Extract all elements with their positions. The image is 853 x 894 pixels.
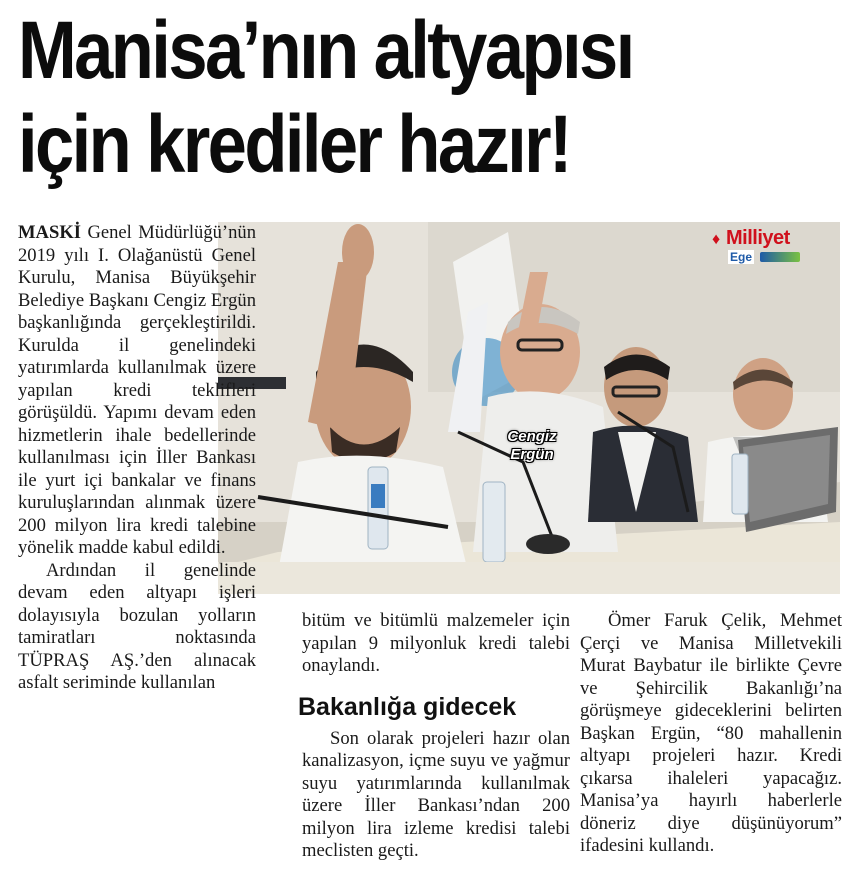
headline	[18, 4, 732, 192]
paragraph-5: Ömer Faruk Çelik, Mehmet Çerçi ve Manisa Milletvekili Murat Baybatur ile birlikte Çevre ve Şehircilik Bakanlığı’na görüşmeye gideceklerini belirten Başkan Ergün, “80 mahallenin altyapı projeleri hazır. Kredi çıkarsa ihaleleri yapacağız. Manisa’ya hayırlı haberlerle döneriz diye düşünüyorum” ifadesini kullandı.	[580, 610, 842, 856]
headline-line-2: için krediler hazır!	[18, 99, 570, 190]
article-column-1	[18, 222, 256, 695]
caption-line-2: Ergün	[510, 446, 554, 463]
lead-bold: MASKİ	[18, 222, 82, 243]
flame-icon: ♦	[712, 231, 721, 248]
subheading: Bakanlığa gidecek	[298, 692, 517, 721]
article-column-2	[298, 610, 570, 863]
paragraph-4: Son olarak projeleri hazır olan kanalizasyon, içme suyu ve yağmur suyu yatırımlarında kullanılmak üzere İller Bankası’ndan 200 milyon lira izleme kredisi talebi meclisten geçti.	[302, 727, 570, 861]
paragraph-1-text: Genel Müdürlüğü’nün 2019 yılı I. Olağanüstü Genel Kurulu, Manisa Büyükşehir Belediye Başkanı Cengiz Ergün başkanlığında gerçekleştirildi. Kurulda il genelindeki yatırımlarda kullanılmak üzere yapılan kredi teklifleri görüşüldü. Yapımı devam eden hizmetlerin ihale bedellerinde kullanılması için İller Bankası ile yurt içi bankalar ve finans kuruluşlarından alınmak üzere 200 milyon lira kredi talebine yönelik madde kabul edildi.	[18, 222, 256, 558]
photo-caption	[487, 428, 577, 464]
article-column-3	[580, 610, 842, 858]
milliyet-ege-logo	[712, 227, 830, 269]
paragraph-3: bitüm ve bitümlü malzemeler için yapılan 9 milyonluk kredi talebi onaylandı.	[302, 610, 570, 676]
paragraph-lead	[18, 222, 256, 560]
headline-line-1: Manisa’nın altyapısı	[18, 5, 633, 96]
news-photo	[218, 222, 840, 594]
logo-edition: Ege	[730, 250, 753, 264]
caption-line-1: Cengiz	[507, 428, 557, 445]
paragraph-2: Ardından il genelinde devam eden altyapı işleri dolayısıyla bozulan yolların tamiratları noktasında TÜPRAŞ AŞ.’den alınacak asfalt seriminde kullanılan	[18, 559, 256, 693]
meeting-illustration	[218, 222, 840, 594]
logo-brand: Milliyet	[726, 227, 790, 249]
logo-stripe	[760, 252, 800, 262]
